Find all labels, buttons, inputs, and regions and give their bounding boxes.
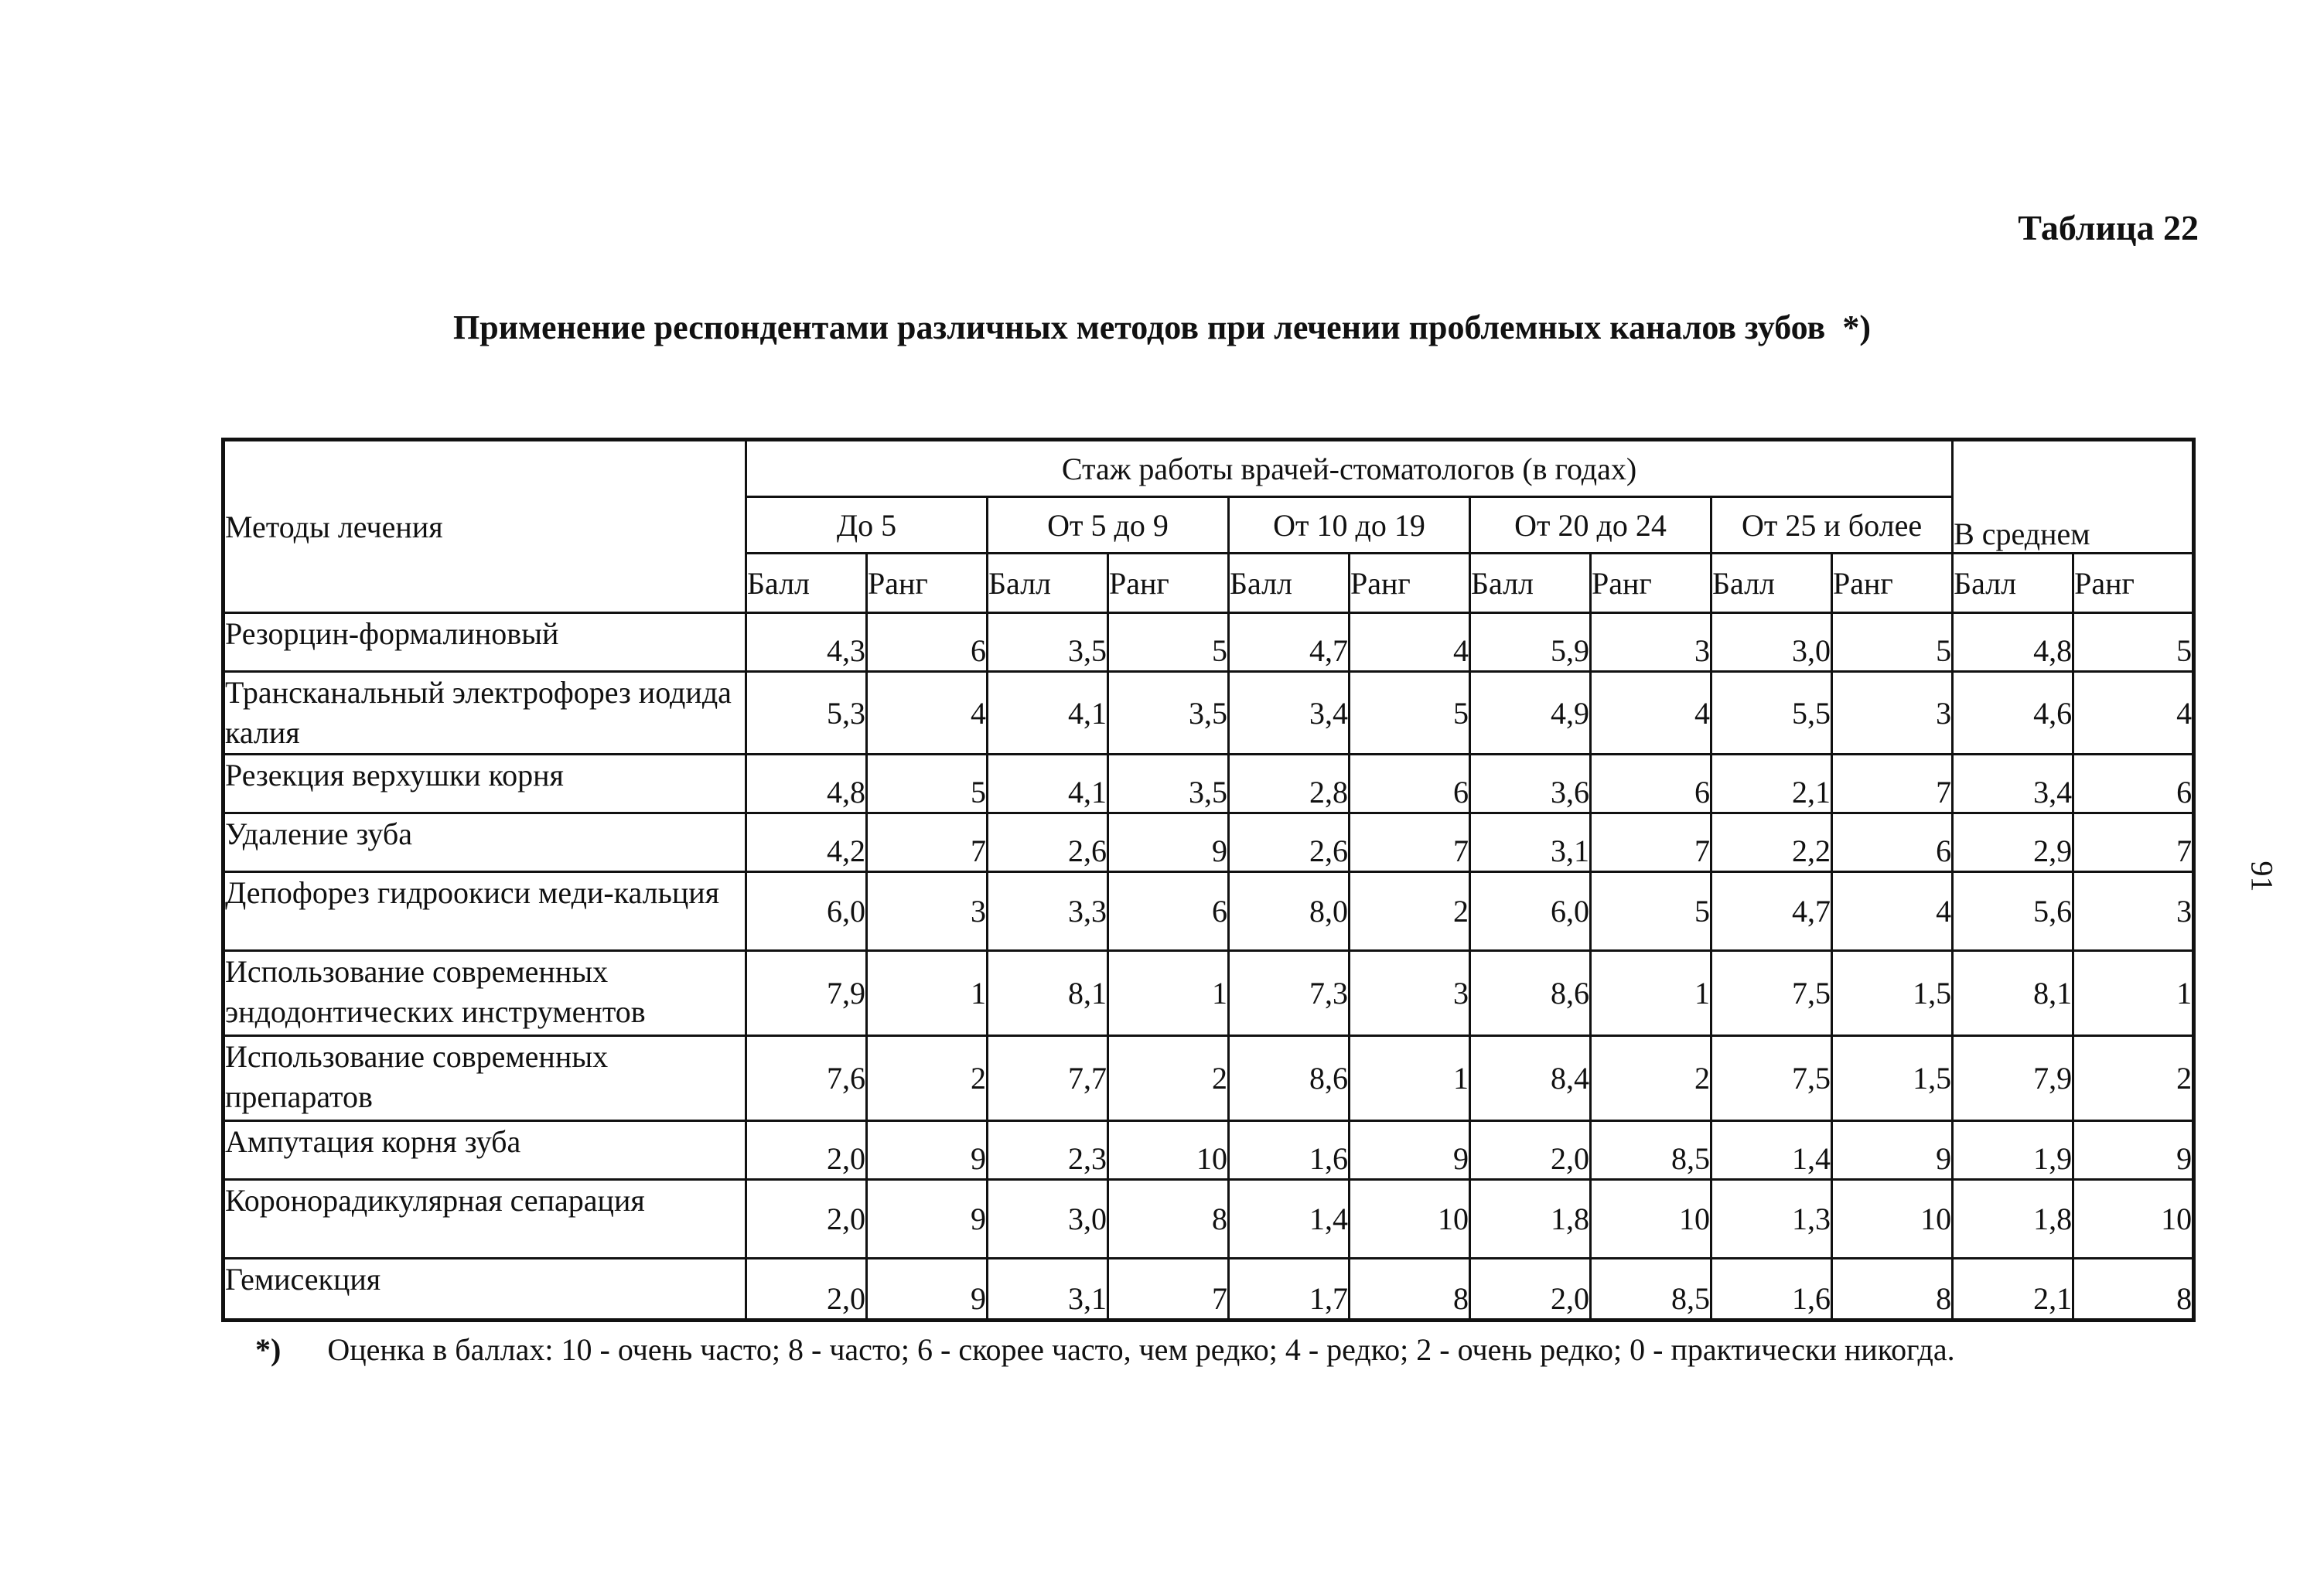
experience-column-header: От 20 до 24 <box>1470 497 1711 554</box>
method-cell: Резорцин-формалиновый <box>224 613 746 672</box>
method-cell: Использование современных эндодонтических инструментов <box>224 951 746 1036</box>
table-label: Таблица 22 <box>2018 208 2199 247</box>
footnote-text: Оценка в баллах: 10 - очень часто; 8 - часто; 6 - скорее часто, чем редко; 4 - редко; 2 - очень редко; 0 - практически никогда. <box>327 1332 1955 1367</box>
score-cell: 1,6 <box>1229 1121 1350 1180</box>
rank-cell: 3,5 <box>1108 672 1229 755</box>
score-cell: 3,3 <box>988 872 1108 951</box>
rank-cell: 6 <box>1832 813 1953 872</box>
rank-cell: 3 <box>1350 951 1470 1036</box>
average-column-header: В среднем <box>1953 440 2194 554</box>
score-cell: 3,4 <box>1953 755 2073 813</box>
footnote <box>255 1331 1955 1368</box>
score-cell: 8,1 <box>1953 951 2073 1036</box>
caption-footnote-mark: *) <box>1842 308 1871 346</box>
rank-cell: 2 <box>867 1036 988 1121</box>
score-cell: 2,1 <box>1711 755 1832 813</box>
score-cell: 7,3 <box>1229 951 1350 1036</box>
footnote-mark: *) <box>255 1332 282 1367</box>
rank-cell: 10 <box>1591 1180 1711 1259</box>
table-row <box>224 1036 2194 1121</box>
score-cell: 1,4 <box>1229 1180 1350 1259</box>
rank-cell: 10 <box>1832 1180 1953 1259</box>
score-cell: 8,4 <box>1470 1036 1591 1121</box>
score-cell: 2,0 <box>1470 1121 1591 1180</box>
score-cell: 7,9 <box>1953 1036 2073 1121</box>
score-cell: 4,7 <box>1229 613 1350 672</box>
experience-column-header: До 5 <box>746 497 988 554</box>
method-cell: Трансканальный электрофорез иодида калия <box>224 672 746 755</box>
score-cell: 2,0 <box>746 1259 867 1321</box>
score-cell: 6,0 <box>1470 872 1591 951</box>
score-cell: 4,1 <box>988 755 1108 813</box>
rank-cell: 4 <box>1350 613 1470 672</box>
score-cell: 6,0 <box>746 872 867 951</box>
rank-cell: 8 <box>2073 1259 2194 1321</box>
rank-cell: 5 <box>1350 672 1470 755</box>
rank-cell: 1,5 <box>1832 1036 1953 1121</box>
rank-cell: 3 <box>1591 613 1711 672</box>
method-cell: Ампутация корня зуба <box>224 1121 746 1180</box>
rank-cell: 3 <box>2073 872 2194 951</box>
score-cell: 2,8 <box>1229 755 1350 813</box>
rank-cell: 7 <box>867 813 988 872</box>
rank-cell: 1 <box>1591 951 1711 1036</box>
table-row <box>224 872 2194 951</box>
score-column-header: Балл <box>746 554 867 613</box>
rank-column-header: Ранг <box>1350 554 1470 613</box>
score-cell: 2,2 <box>1711 813 1832 872</box>
rank-cell: 5 <box>867 755 988 813</box>
score-cell: 5,5 <box>1711 672 1832 755</box>
rank-cell: 4 <box>1832 872 1953 951</box>
score-cell: 4,7 <box>1711 872 1832 951</box>
rank-cell: 6 <box>1108 872 1229 951</box>
score-cell: 2,3 <box>988 1121 1108 1180</box>
rank-cell: 1 <box>1108 951 1229 1036</box>
results-table <box>221 438 2196 1322</box>
table-row <box>224 672 2194 755</box>
score-cell: 2,6 <box>1229 813 1350 872</box>
rank-cell: 7 <box>1108 1259 1229 1321</box>
score-cell: 1,7 <box>1229 1259 1350 1321</box>
score-cell: 4,8 <box>1953 613 2073 672</box>
rank-cell: 7 <box>2073 813 2194 872</box>
rank-column-header: Ранг <box>1832 554 1953 613</box>
score-cell: 4,8 <box>746 755 867 813</box>
score-cell: 3,6 <box>1470 755 1591 813</box>
score-cell: 8,0 <box>1229 872 1350 951</box>
rank-cell: 1 <box>1350 1036 1470 1121</box>
rank-cell: 1,5 <box>1832 951 1953 1036</box>
rank-cell: 9 <box>867 1180 988 1259</box>
method-cell: Резекция верхушки корня <box>224 755 746 813</box>
score-cell: 2,6 <box>988 813 1108 872</box>
score-cell: 2,0 <box>746 1180 867 1259</box>
experience-column-header: От 10 до 19 <box>1229 497 1470 554</box>
rank-cell: 9 <box>1832 1121 1953 1180</box>
score-cell: 1,9 <box>1953 1121 2073 1180</box>
rank-cell: 7 <box>1832 755 1953 813</box>
score-cell: 1,3 <box>1711 1180 1832 1259</box>
rank-cell: 2 <box>2073 1036 2194 1121</box>
experience-column-header: От 5 до 9 <box>988 497 1229 554</box>
rank-cell: 4 <box>2073 672 2194 755</box>
rank-cell: 3 <box>867 872 988 951</box>
rank-cell: 9 <box>867 1121 988 1180</box>
score-cell: 1,8 <box>1470 1180 1591 1259</box>
rank-cell: 4 <box>1591 672 1711 755</box>
rank-column-header: Ранг <box>2073 554 2194 613</box>
score-cell: 5,3 <box>746 672 867 755</box>
method-cell: Использование современных препаратов <box>224 1036 746 1121</box>
score-cell: 7,5 <box>1711 951 1832 1036</box>
rank-cell: 5 <box>1108 613 1229 672</box>
rank-cell: 8 <box>1350 1259 1470 1321</box>
rank-cell: 3 <box>1832 672 1953 755</box>
score-cell: 3,5 <box>988 613 1108 672</box>
method-cell: Депофорез гидроокиси меди-кальция <box>224 872 746 951</box>
rank-column-header: Ранг <box>1591 554 1711 613</box>
rank-cell: 9 <box>867 1259 988 1321</box>
rank-cell: 7 <box>1350 813 1470 872</box>
score-cell: 1,6 <box>1711 1259 1832 1321</box>
table-row <box>224 1121 2194 1180</box>
rank-cell: 5 <box>1591 872 1711 951</box>
score-cell: 5,9 <box>1470 613 1591 672</box>
rank-cell: 6 <box>1591 755 1711 813</box>
score-cell: 4,1 <box>988 672 1108 755</box>
method-cell: Коронорадикулярная сепарация <box>224 1180 746 1259</box>
rank-cell: 6 <box>867 613 988 672</box>
table-row <box>224 1259 2194 1321</box>
method-cell: Удаление зуба <box>224 813 746 872</box>
score-cell: 5,6 <box>1953 872 2073 951</box>
score-cell: 2,0 <box>746 1121 867 1180</box>
score-cell: 2,0 <box>1470 1259 1591 1321</box>
score-cell: 8,6 <box>1229 1036 1350 1121</box>
method-column-header: Методы лечения <box>224 440 746 613</box>
rank-cell: 8 <box>1108 1180 1229 1259</box>
score-cell: 3,0 <box>988 1180 1108 1259</box>
rank-cell: 9 <box>2073 1121 2194 1180</box>
experience-group-header: Стаж работы врачей-стоматологов (в годах) <box>746 440 1953 497</box>
score-cell: 4,9 <box>1470 672 1591 755</box>
score-cell: 7,7 <box>988 1036 1108 1121</box>
experience-column-header: От 25 и более <box>1711 497 1953 554</box>
rank-cell: 2 <box>1591 1036 1711 1121</box>
score-column-header: Балл <box>988 554 1108 613</box>
score-cell: 8,1 <box>988 951 1108 1036</box>
rank-cell: 9 <box>1350 1121 1470 1180</box>
table-row <box>224 755 2194 813</box>
score-cell: 7,9 <box>746 951 867 1036</box>
rank-cell: 10 <box>2073 1180 2194 1259</box>
score-column-header: Балл <box>1470 554 1591 613</box>
rank-cell: 5 <box>1832 613 1953 672</box>
rank-cell: 6 <box>1350 755 1470 813</box>
score-cell: 4,3 <box>746 613 867 672</box>
rank-cell: 8,5 <box>1591 1121 1711 1180</box>
table-row <box>224 813 2194 872</box>
rank-cell: 10 <box>1350 1180 1470 1259</box>
rank-cell: 7 <box>1591 813 1711 872</box>
rank-cell: 8 <box>1832 1259 1953 1321</box>
method-cell: Гемисекция <box>224 1259 746 1321</box>
score-cell: 7,5 <box>1711 1036 1832 1121</box>
rank-column-header: Ранг <box>1108 554 1229 613</box>
table-row <box>224 1180 2194 1259</box>
score-cell: 2,1 <box>1953 1259 2073 1321</box>
score-column-header: Балл <box>1953 554 2073 613</box>
rank-cell: 9 <box>1108 813 1229 872</box>
rank-cell: 4 <box>867 672 988 755</box>
score-cell: 3,4 <box>1229 672 1350 755</box>
score-cell: 3,1 <box>988 1259 1108 1321</box>
score-cell: 1,4 <box>1711 1121 1832 1180</box>
rank-cell: 5 <box>2073 613 2194 672</box>
table-caption <box>0 308 2324 347</box>
score-cell: 1,8 <box>1953 1180 2073 1259</box>
score-cell: 7,6 <box>746 1036 867 1121</box>
score-cell: 3,0 <box>1711 613 1832 672</box>
rank-cell: 2 <box>1108 1036 1229 1121</box>
table-body <box>224 613 2194 1321</box>
score-cell: 8,6 <box>1470 951 1591 1036</box>
page-number: 91 <box>2244 861 2280 892</box>
rank-cell: 8,5 <box>1591 1259 1711 1321</box>
rank-column-header: Ранг <box>867 554 988 613</box>
rank-cell: 1 <box>2073 951 2194 1036</box>
rank-cell: 10 <box>1108 1121 1229 1180</box>
score-cell: 3,1 <box>1470 813 1591 872</box>
score-column-header: Балл <box>1711 554 1832 613</box>
table-row <box>224 951 2194 1036</box>
rank-cell: 1 <box>867 951 988 1036</box>
score-cell: 2,9 <box>1953 813 2073 872</box>
rank-cell: 3,5 <box>1108 755 1229 813</box>
score-cell: 4,6 <box>1953 672 2073 755</box>
score-cell: 4,2 <box>746 813 867 872</box>
table-row <box>224 613 2194 672</box>
score-column-header: Балл <box>1229 554 1350 613</box>
caption-text: Применение респондентами различных методов при лечении проблемных каналов зубов <box>453 308 1826 346</box>
rank-cell: 6 <box>2073 755 2194 813</box>
rank-cell: 2 <box>1350 872 1470 951</box>
